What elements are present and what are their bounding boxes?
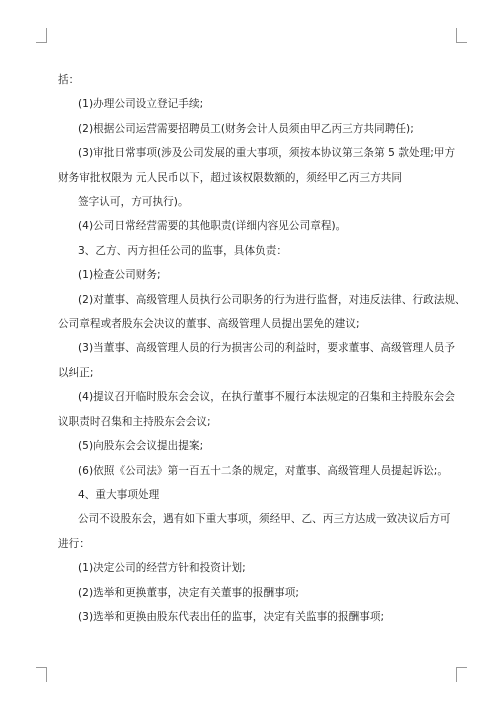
- text-line: 以纠正;: [58, 366, 94, 379]
- crop-mark-top-right: [456, 28, 467, 43]
- text-line: (2)对董事、高级管理人员执行公司职务的行为进行监督，对违反法律、行政法规、: [78, 293, 466, 306]
- section-heading: 4、重大事项处理: [78, 488, 160, 501]
- text-line: (1)检查公司财务;: [78, 269, 161, 282]
- text-line: (6)依照《公司法》第一百五十二条的规定，对董事、高级管理人员提起诉讼;。: [78, 464, 449, 477]
- text-line: (4)提议召开临时股东会会议，在执行董事不履行本法规定的召集和主持股东会会: [78, 391, 456, 404]
- text-line: 进行：: [58, 537, 90, 550]
- crop-mark-bottom-right: [456, 667, 467, 682]
- text-line: (2)根据公司运营需要招聘员工(财务会计人员须由甲乙丙三方共同聘任);: [78, 122, 414, 135]
- crop-mark-bottom-left: [36, 667, 47, 682]
- text-line: (3)审批日常事项(涉及公司发展的重大事项，须按本协议第三条第 5 款处理;甲方: [78, 147, 456, 160]
- text-line: 括：: [58, 74, 80, 86]
- document-body: [58, 68, 466, 629]
- text-line: (2)选举和更换董事，决定有关董事的报酬事项;: [78, 586, 300, 599]
- text-line: 签字认可，方可执行)。: [78, 196, 189, 209]
- text-line: 财务审批权限为 元人民币以下，超过该权限数额的，须经甲乙丙三方共同: [58, 171, 403, 184]
- text-line: (1)办理公司设立登记手续;: [78, 98, 204, 111]
- text-line: (4)公司日常经营需要的其他职责(详细内容见公司章程)。: [78, 220, 347, 233]
- text-line: 议职责时召集和主持股东会会议;: [58, 415, 211, 428]
- text-line: (5)向股东会会议提出提案;: [78, 440, 204, 453]
- text-line: (1)决定公司的经营方针和投资计划;: [78, 562, 246, 575]
- text-line: (3)当董事、高级管理人员的行为损害公司的利益时，要求董事、高级管理人员予: [78, 342, 456, 355]
- text-line: 公司章程或者股东会决议的董事、高级管理人员提出罢免的建议;: [58, 318, 360, 331]
- section-heading: 3、乙方、丙方担任公司的监事，具体负责：: [78, 244, 288, 257]
- crop-mark-top-left: [36, 28, 47, 43]
- text-line: (3)选举和更换由股东代表出任的监事，决定有关监事的报酬事项;: [78, 610, 385, 623]
- text-line: 公司不设股东会，遇有如下重大事项，须经甲、乙、丙三方达成一致决议后方可: [78, 513, 451, 526]
